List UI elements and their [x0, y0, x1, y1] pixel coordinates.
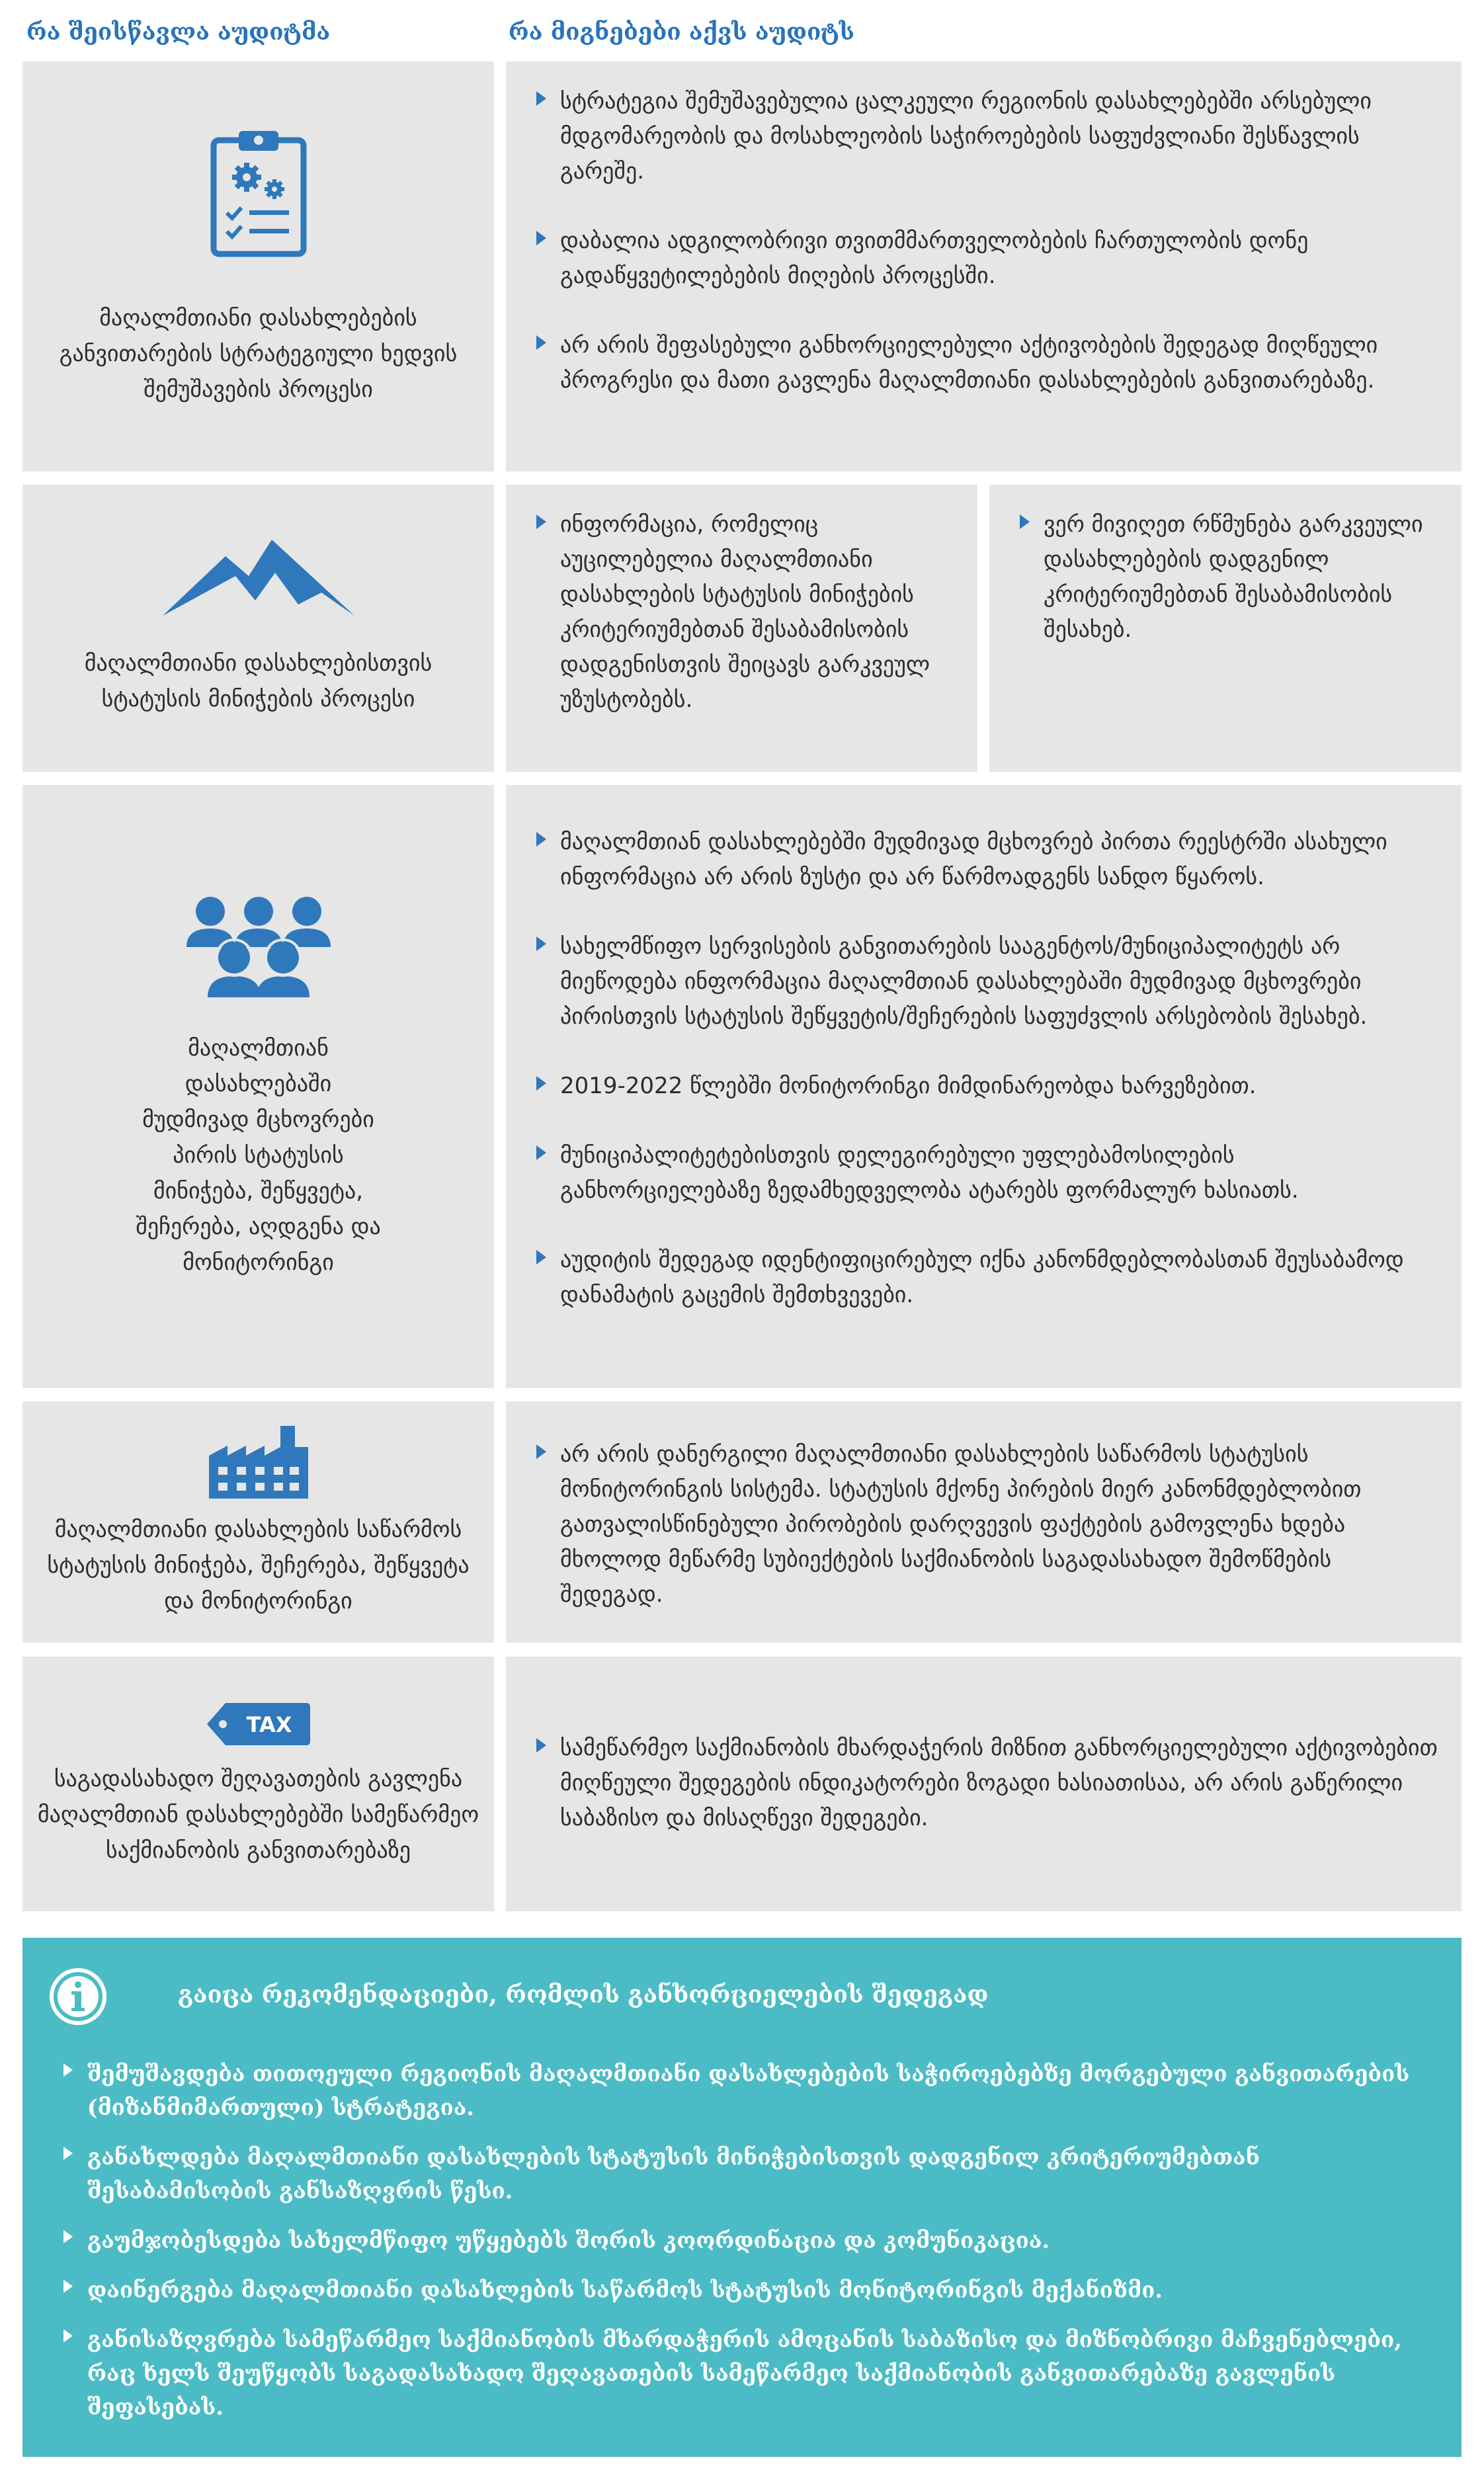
people-group-icon [183, 893, 335, 999]
topic-label: მაღალმთიანი დასახლებისთვის სტატუსის მინიჭების პროცესი [84, 650, 433, 712]
finding-item: მუნიციპალიტეტებისთვის დელეგირებული უფლებამოსილების განხორციელებაზე ზედამხედველობა ატარებს ფორმალურ ხასიათს. [532, 1138, 1438, 1208]
findings-cell-status-granting-left [506, 485, 977, 772]
topic-cell-strategy [22, 62, 494, 472]
findings-cell-resident-status [506, 785, 1462, 1388]
finding-item: სახელმწიფო სერვისების განვითარების სააგენტოს/მუნიციპალიტეტს არ მიეწოდება ინფორმაცია მაღალმთიან დასახლებაში მუდმივად მცხოვრები პირისთვის სტატუსის შეწყვეტის/შეჩერების საფუძვლის არსებობის შესახებ. [532, 929, 1438, 1034]
column-header-findings: რა მიგნებები აქვს აუდიტს [509, 19, 855, 46]
finding-item: მაღალმთიან დასახლებებში მუდმივად მცხოვრებ პირთა რეესტრში ასახული ინფორმაცია არ არის ზუსტი და არ წარმოადგენს სანდო წყაროს. [532, 825, 1438, 895]
findings-cell-enterprise-status [506, 1401, 1462, 1643]
topic-label: საგადასახადო შეღავათების გავლენა მაღალმთიან დასახლებებში სამეწარმეო საქმიანობის განვითარებაზე [37, 1765, 479, 1864]
column-header-what-examined: რა შეისწავლა აუდიტმა [26, 19, 331, 46]
recommendation-item: განისაზღვრება სამეწარმეო საქმიანობის მხარდაჭერის ამოცანის საბაზისო და მიზნობრივი მაჩვენებლები, რაც ხელს შეუწყობს საგადასახადო შეღავათების სამეწარმეო საქმიანობის განვითარებაზე გავლენის შეფასებას. [62, 2323, 1438, 2424]
recommendation-item: დაინერგება მაღალმთიანი დასახლების საწარმოს სტატუსის მონიტორინგის მექანიზმი. [62, 2273, 1438, 2307]
finding-item: ვერ მივიღეთ რწმუნება გარკვეული დასახლებების დადგენილ კრიტერიუმებთან შესაბამისობის შესახებ. [1016, 507, 1438, 647]
finding-item: დაბალია ადგილობრივი თვითმმართველობების ჩართულობის დონე გადაწყვეტილებების მიღების პროცესში. [532, 224, 1438, 294]
finding-item: არ არის დანერგილი მაღალმთიანი დასახლების საწარმოს სტატუსის მონიტორინგის სისტემა. სტატუსის მქონე პირების მიერ კანონმდებლობით გათვალისწინებული პირობების დარღვევის ფაქტების გამოვლენა ხდება მხოლოდ მეწარმე სუბიექტების საქმიანობის საგადასახადო შემოწმების შედეგად. [532, 1437, 1438, 1612]
topic-label: მაღალმთიანი დასახლებების განვითარების სტრატეგიული ხედვის შემუშავების პროცესი [59, 305, 458, 403]
topic-cell-enterprise-status [22, 1401, 494, 1643]
clipboard-gears-icon [206, 126, 311, 258]
recommendation-item: გაუმჯობესდება სახელმწიფო უწყებებს შორის კოორდინაცია და კომუნიკაცია. [62, 2223, 1438, 2257]
mountain-icon [163, 540, 354, 619]
topic-label: მაღალმთიანი დასახლების საწარმოს სტატუსის მინიჭება, შეჩერება, შეწყვეტა და მონიტორინგი [47, 1516, 470, 1614]
recommendations-title: გაიცა რეკომენდაციები, რომლის განხორციელების შედეგად [178, 1981, 989, 2008]
factory-icon [209, 1426, 308, 1499]
findings-cell-status-granting-right [989, 485, 1462, 772]
recommendation-item: შემუშავდება თითოეული რეგიონის მაღალმთიანი დასახლებების საჭიროებებზე მორგებული განვითარების (მიზანმიმართული) სტრატეგია. [62, 2057, 1438, 2124]
topic-label: მაღალმთიან დასახლებაში მუდმივად მცხოვრები პირის სტატუსის მინიჭება, შეწყვეტა, შეჩერება, აღდგენა და მონიტორინგი [136, 1035, 381, 1276]
info-icon [48, 1967, 108, 2026]
finding-item: სტრატეგია შემუშავებულია ცალკეული რეგიონის დასახლებებში არსებული მდგომარეობის და მოსახლეობის საჭიროებების საფუძვლიანი შესწავლის გარეშე. [532, 84, 1438, 189]
finding-item: ინფორმაცია, რომელიც აუცილებელია მაღალმთიანი დასახლების სტატუსის მინიჭების კრიტერიუმებთან შესაბამისობის დადგენისთვის შეიცავს გარკვეულ უზუსტობებს. [532, 507, 954, 718]
topic-cell-tax-benefits [22, 1657, 494, 1911]
finding-item: 2019-2022 წლებში მონიტორინგი მიმდინარეობდა ხარვეზებით. [532, 1069, 1438, 1104]
finding-item: აუდიტის შედეგად იდენტიფიცირებულ იქნა კანონმდებლობასთან შეუსაბამოდ დანამატის გაცემის შემთხვევები. [532, 1243, 1438, 1313]
topic-cell-status-granting [22, 485, 494, 772]
recommendations-list [62, 2057, 1438, 2440]
findings-cell-strategy [506, 62, 1462, 472]
tax-tag-icon [206, 1700, 311, 1748]
finding-item: სამეწარმეო საქმიანობის მხარდაჭერის მიზნით განხორციელებული აქტივობებით მიღწეული შედეგების ინდიკატორები ზოგადი ხასიათისაა, არ არის გაწერილი საბაზისო და მისაღწევი შედეგები. [532, 1731, 1438, 1836]
tax-tag-text: TAX [246, 1712, 292, 1737]
recommendation-item: განახლდება მაღალმთიანი დასახლების სტატუსის მინიჭებისთვის დადგენილ კრიტერიუმებთან შესაბამისობის განსაზღვრის წესი. [62, 2140, 1438, 2208]
recommendations-panel [22, 1938, 1462, 2457]
findings-cell-tax-benefits [506, 1657, 1462, 1911]
topic-cell-resident-status [22, 785, 494, 1388]
finding-item: არ არის შეფასებული განხორციელებული აქტივობების შედეგად მიღწეული პროგრესი და მათი გავლენა მაღალმთიანი დასახლებების განვითარებაზე. [532, 328, 1438, 398]
